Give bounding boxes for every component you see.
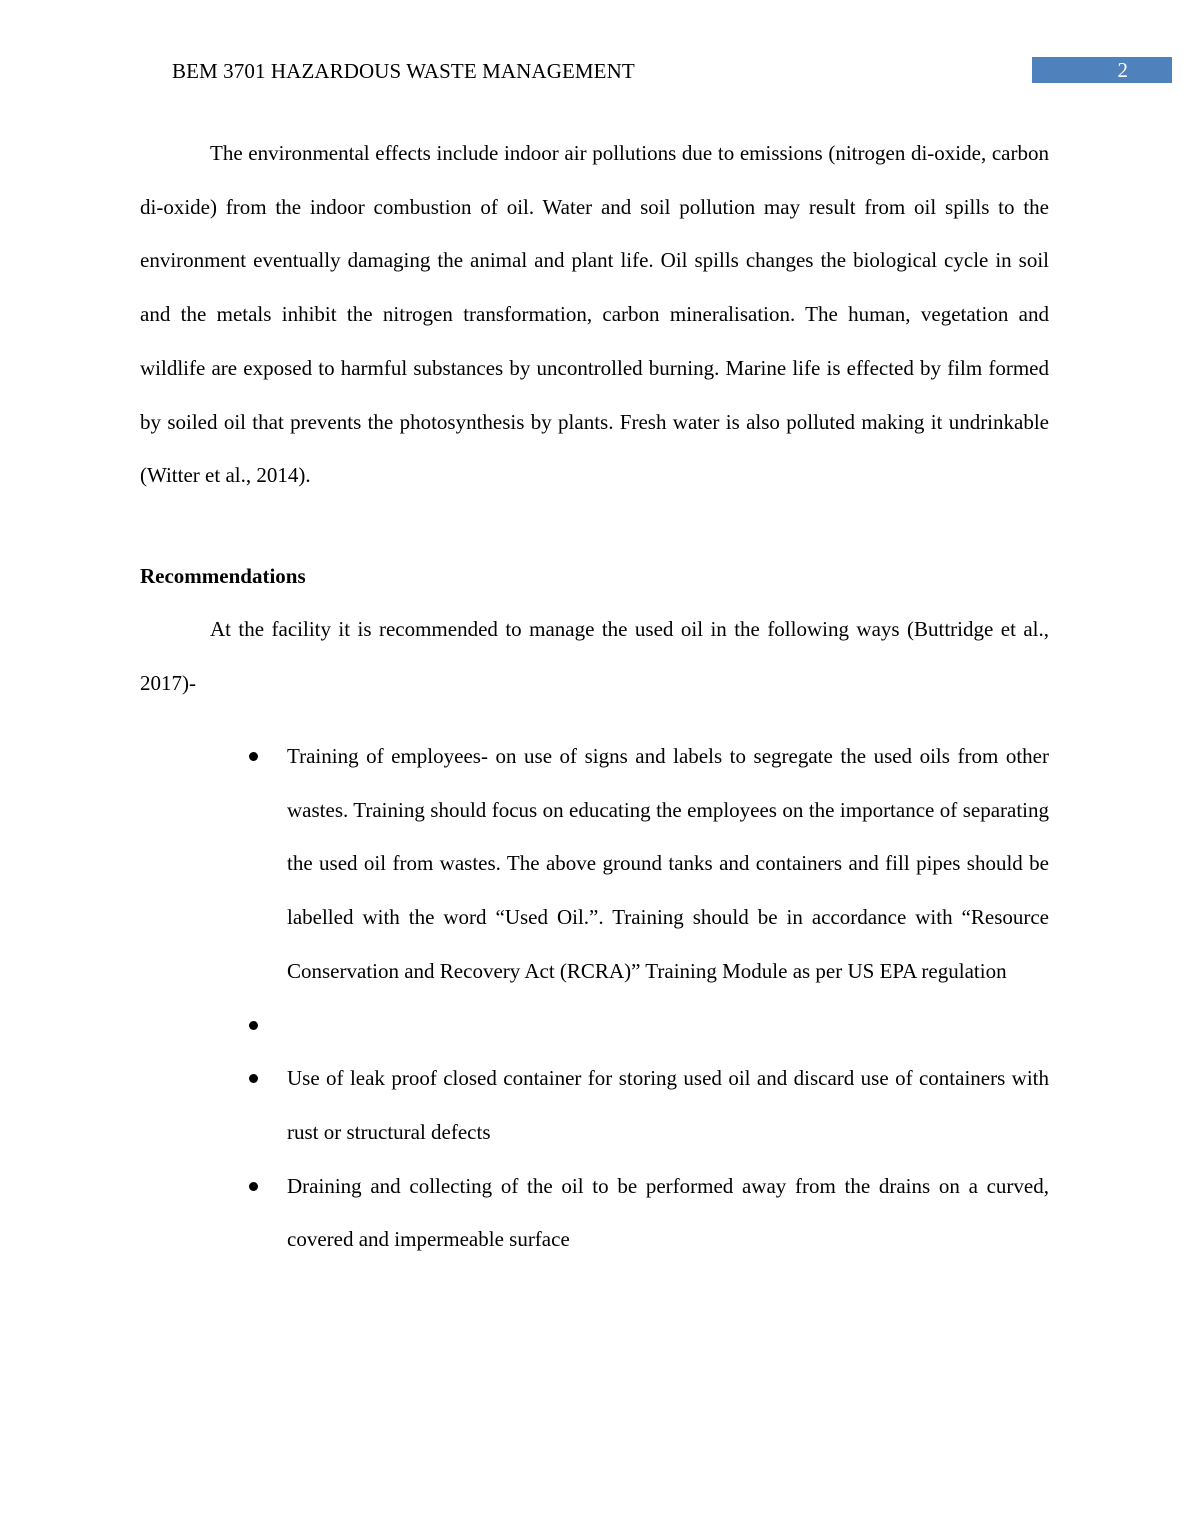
- list-item-text: Training of employees- on use of signs and labels to segregate the used oils from other wastes. Training should focus on educating the employees on the importance of separating the used oil from wastes. The above ground tanks and containers and fill pipes should be labelled with the word “Used Oil.”. Training should be in accordance with “Resource Conservation and Recovery Act (RCRA)” Training Module as per US EPA regulation: [287, 744, 1049, 983]
- bullet-icon: [249, 1182, 258, 1191]
- paragraph-environmental-effects: The environmental effects include indoor air pollutions due to emissions (nitrogen di-oxide, carbon di-oxide) from the indoor combustion of oil. Water and soil pollution may result from oil spills to the environment eventually damaging the animal and plant life. Oil spills changes the biological cycle in soil and the metals inhibit the nitrogen transformation, carbon mineralisation. The human, vegetation and wildlife are exposed to harmful substances by uncontrolled burning. Marine life is effected by film formed by soiled oil that prevents the photosynthesis by plants. Fresh water is also polluted making it undrinkable (Witter et al., 2014).: [140, 141, 1049, 488]
- bullet-icon: [249, 1021, 258, 1030]
- bullet-icon: [249, 752, 258, 761]
- running-header-title: BEM 3701 HAZARDOUS WASTE MANAGEMENT: [172, 59, 635, 83]
- page-number-badge: 2: [1032, 57, 1172, 83]
- list-item-text: Draining and collecting of the oil to be performed away from the drains on a curved, covered and impermeable surface: [287, 1173, 1049, 1252]
- list-item: [287, 730, 1049, 999]
- recommendations-list: [287, 730, 1049, 1267]
- list-item: [287, 999, 1049, 1053]
- list-item: [287, 1160, 1049, 1267]
- paragraph-recommendations-intro: At the facility it is recommended to manage the used oil in the following ways (Buttridge et al., 2017)-: [140, 617, 1049, 695]
- list-item-text: Use of leak proof closed container for storing used oil and discard use of containers with rust or structural defects: [287, 1066, 1049, 1144]
- list-item: [287, 1052, 1049, 1159]
- section-heading-recommendations: Recommendations: [140, 564, 306, 588]
- bullet-icon: [249, 1074, 258, 1083]
